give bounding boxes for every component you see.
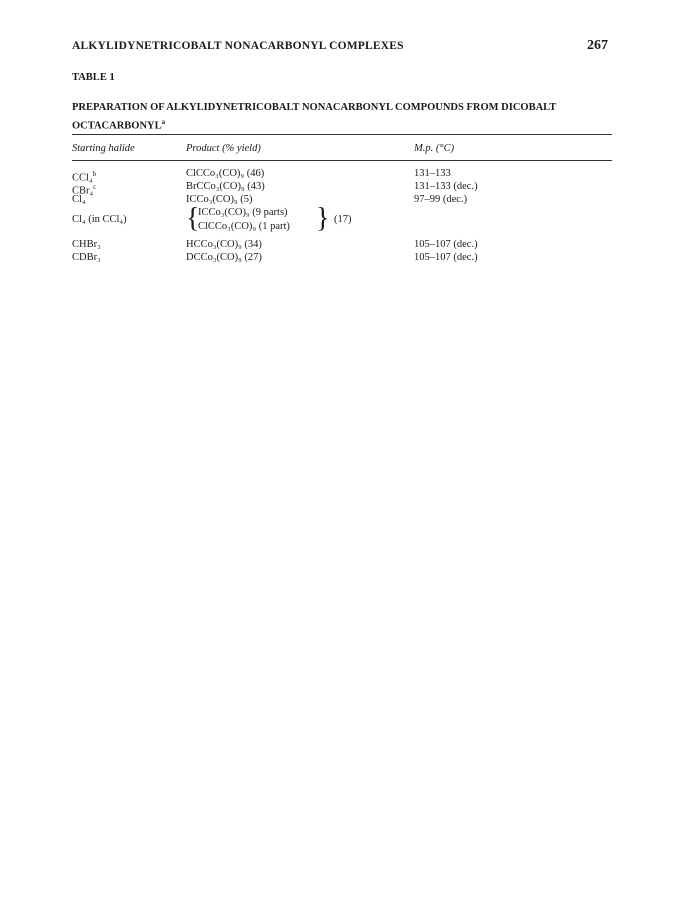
- row-3-halide: Cl₄: [72, 194, 86, 205]
- table-header-rule: [72, 160, 612, 161]
- running-title: ALKYLIDYNETRICOBALT NONACARBONYL COMPLEXES: [72, 40, 404, 52]
- table-title-marker: a: [161, 118, 166, 126]
- row-5-halide: CHBr₃: [72, 239, 101, 250]
- table-label: TABLE 1: [72, 72, 115, 83]
- page-number: 267: [587, 38, 608, 53]
- row-3-mp: 97–99 (dec.): [414, 194, 468, 205]
- row-1-halide-note: b: [92, 170, 97, 178]
- row-1-mp: 131–133: [414, 168, 451, 179]
- right-brace: }: [316, 203, 330, 234]
- col-header-mp: M.p. (°C): [414, 143, 455, 154]
- row-4-halide: Cl₄ (in CCl₄): [72, 214, 127, 225]
- table-title: [72, 100, 612, 134]
- col-header-product: Product (% yield): [186, 143, 261, 154]
- row-5-product: HCCo₃(CO)₉ (34): [186, 239, 262, 250]
- table-top-rule: [72, 134, 612, 135]
- table-title-text: PREPARATION OF ALKYLIDYNETRICOBALT NONACARBONYL COMPOUNDS FROM DICOBALT OCTACARBONYL: [72, 102, 557, 132]
- row-6-mp: 105–107 (dec.): [414, 252, 478, 263]
- row-6-halide: CDBr₃: [72, 252, 101, 263]
- row-1-halide-text: CCl₄: [72, 172, 93, 184]
- row-1-product: ClCCo₃(CO)₉ (46): [186, 168, 265, 179]
- row-6-product: DCCo₃(CO)₉ (27): [186, 252, 262, 263]
- row-2-mp: 131–133 (dec.): [414, 181, 478, 192]
- col-header-halide: Starting halide: [72, 143, 135, 154]
- mixture-line-1: ICCo₃(CO)₉ (9 parts): [198, 207, 288, 218]
- row-2-product: BrCCo₃(CO)₉ (43): [186, 181, 265, 192]
- row-2-halide-text: CBr₄: [72, 185, 94, 197]
- row-2-halide-note: c: [93, 183, 97, 191]
- row-5-mp: 105–107 (dec.): [414, 239, 478, 250]
- row-3-product: ICCo₃(CO)₉ (5): [186, 194, 253, 205]
- mixture-line-2: ClCCo₃(CO)₉ (1 part): [198, 221, 290, 232]
- mixture-yield: (17): [334, 214, 352, 225]
- left-brace: {: [186, 203, 200, 234]
